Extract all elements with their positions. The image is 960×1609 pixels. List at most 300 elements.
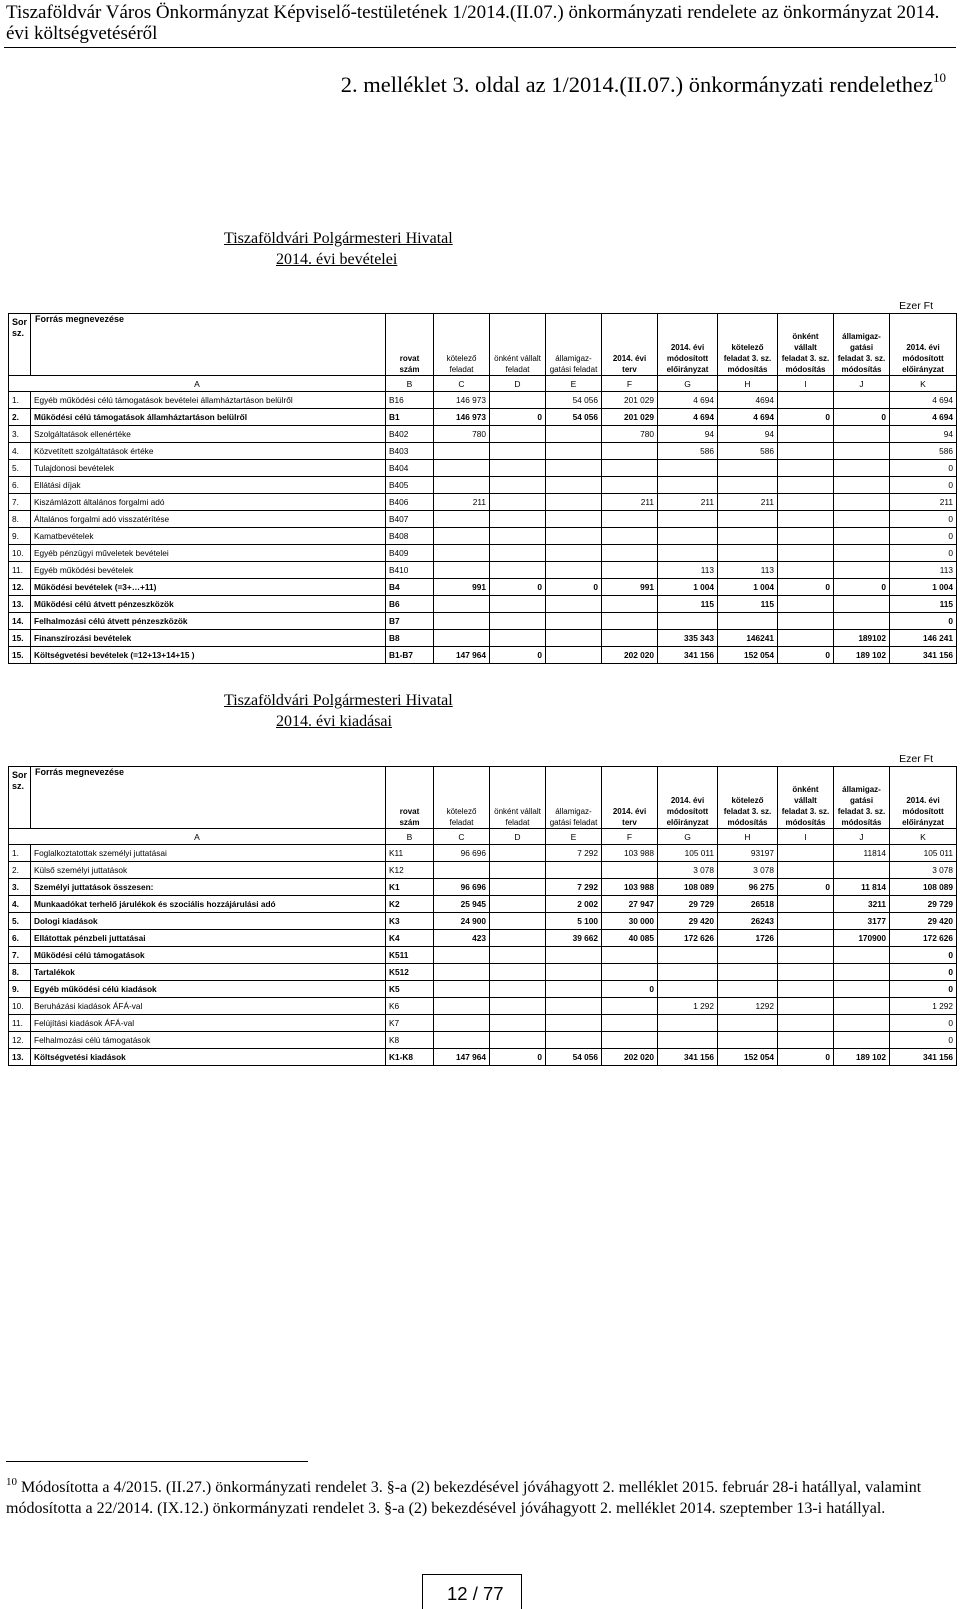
cell-d: 0 — [490, 409, 546, 426]
cell-f — [602, 964, 658, 981]
cell-g — [658, 964, 718, 981]
cell-i: 0 — [778, 409, 834, 426]
cell-g — [658, 460, 718, 477]
row-rovat: K1 — [386, 879, 434, 896]
cell-i — [778, 443, 834, 460]
table-row — [9, 443, 957, 460]
cell-c — [434, 443, 490, 460]
cell-d — [490, 545, 546, 562]
header-j: államigaz- gatási feladat 3. sz. módosítás — [834, 314, 890, 376]
cell-g: 335 343 — [658, 630, 718, 647]
cell-k: 29 729 — [890, 896, 957, 913]
cell-k: 586 — [890, 443, 957, 460]
cell-g — [658, 613, 718, 630]
cell-i: 0 — [778, 879, 834, 896]
cell-c — [434, 964, 490, 981]
expenditure-table — [8, 766, 957, 1066]
cell-k: 341 156 — [890, 1049, 957, 1066]
cell-c — [434, 998, 490, 1015]
header-f: 2014. évi terv — [602, 314, 658, 376]
cell-h — [718, 511, 778, 528]
table-row — [9, 426, 957, 443]
column-letter: K — [890, 376, 957, 392]
cell-e — [546, 528, 602, 545]
row-rovat: K12 — [386, 862, 434, 879]
cell-j — [834, 392, 890, 409]
column-letter: E — [546, 376, 602, 392]
cell-h — [718, 1015, 778, 1032]
cell-k: 0 — [890, 460, 957, 477]
row-rovat: B410 — [386, 562, 434, 579]
row-name: Felhalmozási célú átvett pénzeszközök — [31, 613, 386, 630]
header-sor: Sor sz. — [9, 314, 31, 376]
row-name: Költségvetési kiadások — [31, 1049, 386, 1066]
cell-e — [546, 613, 602, 630]
cell-k: 1 004 — [890, 579, 957, 596]
footnote-ref: 10 — [6, 1476, 17, 1488]
cell-g: 211 — [658, 494, 718, 511]
cell-h: 26243 — [718, 913, 778, 930]
row-rovat: B409 — [386, 545, 434, 562]
row-name: Működési célú támogatások államháztartáson belülről — [31, 409, 386, 426]
cell-j — [834, 596, 890, 613]
cell-c: 147 964 — [434, 647, 490, 664]
row-number: 13. — [9, 1049, 31, 1066]
row-name: Egyéb működési célú támogatások bevételei államháztartáson belülről — [31, 392, 386, 409]
cell-e — [546, 426, 602, 443]
cell-i — [778, 460, 834, 477]
cell-g — [658, 981, 718, 998]
cell-f: 201 029 — [602, 392, 658, 409]
cell-f: 27 947 — [602, 896, 658, 913]
cell-h: 4694 — [718, 392, 778, 409]
cell-g: 341 156 — [658, 647, 718, 664]
column-letters-row — [9, 829, 957, 845]
cell-h: 93197 — [718, 845, 778, 862]
cell-f — [602, 613, 658, 630]
cell-j — [834, 562, 890, 579]
cell-g: 4 694 — [658, 392, 718, 409]
header-rovat: rovat szám — [386, 314, 434, 376]
row-name: Kiszámlázott általános forgalmi adó — [31, 494, 386, 511]
cell-f: 0 — [602, 981, 658, 998]
cell-k: 0 — [890, 1015, 957, 1032]
header-rovat: rovat szám — [386, 767, 434, 829]
row-number: 11. — [9, 1015, 31, 1032]
column-letter: C — [434, 376, 490, 392]
cell-i — [778, 562, 834, 579]
cell-i — [778, 862, 834, 879]
column-letter: F — [602, 829, 658, 845]
cell-j: 11 814 — [834, 879, 890, 896]
table-row — [9, 1015, 957, 1032]
cell-i: 0 — [778, 579, 834, 596]
header-g: 2014. évi módosított előirányzat — [658, 767, 718, 829]
cell-h — [718, 477, 778, 494]
cell-f: 211 — [602, 494, 658, 511]
row-number: 10. — [9, 545, 31, 562]
row-name: Általános forgalmi adó visszatérítése — [31, 511, 386, 528]
cell-k: 0 — [890, 947, 957, 964]
cell-k: 0 — [890, 477, 957, 494]
row-rovat: B408 — [386, 528, 434, 545]
cell-c — [434, 545, 490, 562]
cell-d — [490, 981, 546, 998]
cell-d — [490, 477, 546, 494]
page-number: 12 / 77 — [447, 1583, 504, 1604]
expenditure-title-line1: Tiszaföldvári Polgármesteri Hivatal — [224, 692, 453, 709]
header-source: Forrás megnevezése — [31, 314, 386, 376]
cell-j: 189 102 — [834, 647, 890, 664]
cell-e: 54 056 — [546, 392, 602, 409]
cell-e — [546, 862, 602, 879]
row-rovat: K4 — [386, 930, 434, 947]
cell-j — [834, 964, 890, 981]
row-name: Működési célú támogatások — [31, 947, 386, 964]
cell-i — [778, 528, 834, 545]
cell-e: 54 056 — [546, 409, 602, 426]
cell-i: 0 — [778, 647, 834, 664]
cell-e: 54 056 — [546, 1049, 602, 1066]
table-row — [9, 862, 957, 879]
header-e: államigaz- gatási feladat — [546, 767, 602, 829]
row-number: 6. — [9, 930, 31, 947]
table-row — [9, 613, 957, 630]
header-row — [9, 767, 957, 829]
row-rovat: B1 — [386, 409, 434, 426]
expenditure-unit: Ezer Ft — [899, 753, 933, 765]
cell-e — [546, 1015, 602, 1032]
table-row — [9, 879, 957, 896]
row-name: Egyéb működési bevételek — [31, 562, 386, 579]
row-rovat: K512 — [386, 964, 434, 981]
header-i: önként vállalt feladat 3. sz. módosítás — [778, 314, 834, 376]
cell-e — [546, 494, 602, 511]
column-letter: K — [890, 829, 957, 845]
cell-j: 189102 — [834, 630, 890, 647]
table-row — [9, 630, 957, 647]
cell-f — [602, 947, 658, 964]
cell-i — [778, 896, 834, 913]
row-rovat: B1-B7 — [386, 647, 434, 664]
cell-g: 94 — [658, 426, 718, 443]
cell-c: 211 — [434, 494, 490, 511]
cell-g: 341 156 — [658, 1049, 718, 1066]
cell-d — [490, 964, 546, 981]
cell-i — [778, 930, 834, 947]
cell-i — [778, 998, 834, 1015]
cell-e — [546, 545, 602, 562]
cell-i — [778, 392, 834, 409]
letter-spacer: A — [9, 376, 386, 392]
footnote — [6, 1472, 951, 1519]
cell-d — [490, 528, 546, 545]
cell-h: 146241 — [718, 630, 778, 647]
cell-h: 1726 — [718, 930, 778, 947]
table-row — [9, 511, 957, 528]
row-number: 3. — [9, 426, 31, 443]
cell-f: 40 085 — [602, 930, 658, 947]
table-row — [9, 477, 957, 494]
cell-d — [490, 1032, 546, 1049]
header-h: kötelező feladat 3. sz. módosítás — [718, 314, 778, 376]
row-name: Dologi kiadások — [31, 913, 386, 930]
row-rovat: B7 — [386, 613, 434, 630]
cell-e — [546, 596, 602, 613]
header-c: kötelező feladat — [434, 314, 490, 376]
cell-h: 96 275 — [718, 879, 778, 896]
cell-k: 3 078 — [890, 862, 957, 879]
row-rovat: B4 — [386, 579, 434, 596]
cell-f — [602, 998, 658, 1015]
header-c: kötelező feladat — [434, 767, 490, 829]
cell-i — [778, 613, 834, 630]
cell-f — [602, 528, 658, 545]
cell-k: 0 — [890, 511, 957, 528]
cell-g — [658, 1015, 718, 1032]
header-j: államigaz- gatási feladat 3. sz. módosítás — [834, 767, 890, 829]
cell-i — [778, 596, 834, 613]
cell-j — [834, 528, 890, 545]
cell-k: 211 — [890, 494, 957, 511]
cell-f: 991 — [602, 579, 658, 596]
cell-h: 1 004 — [718, 579, 778, 596]
cell-j — [834, 460, 890, 477]
cell-h: 94 — [718, 426, 778, 443]
letter-spacer: A — [9, 829, 386, 845]
table-row — [9, 1032, 957, 1049]
cell-c — [434, 613, 490, 630]
cell-d — [490, 947, 546, 964]
cell-g: 29 729 — [658, 896, 718, 913]
cell-k: 0 — [890, 528, 957, 545]
row-rovat: K6 — [386, 998, 434, 1015]
row-name: Ellátási díjak — [31, 477, 386, 494]
cell-h — [718, 981, 778, 998]
row-name: Működési célú átvett pénzeszközök — [31, 596, 386, 613]
cell-c — [434, 477, 490, 494]
cell-c: 147 964 — [434, 1049, 490, 1066]
row-number: 4. — [9, 443, 31, 460]
row-number: 5. — [9, 913, 31, 930]
row-name: Külső személyi juttatások — [31, 862, 386, 879]
row-number: 9. — [9, 981, 31, 998]
row-name: Tartalékok — [31, 964, 386, 981]
cell-j — [834, 545, 890, 562]
row-name: Szolgáltatások ellenértéke — [31, 426, 386, 443]
revenue-title-line1: Tiszaföldvári Polgármesteri Hivatal — [224, 230, 453, 247]
cell-d — [490, 1015, 546, 1032]
cell-k: 0 — [890, 613, 957, 630]
cell-k: 105 011 — [890, 845, 957, 862]
row-number: 14. — [9, 613, 31, 630]
cell-h — [718, 947, 778, 964]
cell-e — [546, 981, 602, 998]
row-number: 8. — [9, 964, 31, 981]
row-rovat: K2 — [386, 896, 434, 913]
row-number: 5. — [9, 460, 31, 477]
cell-g: 115 — [658, 596, 718, 613]
table-row — [9, 930, 957, 947]
column-letter: B — [386, 829, 434, 845]
table-row — [9, 998, 957, 1015]
cell-d: 0 — [490, 1049, 546, 1066]
cell-h — [718, 613, 778, 630]
row-name: Foglalkoztatottak személyi juttatásai — [31, 845, 386, 862]
table-row — [9, 947, 957, 964]
cell-d — [490, 443, 546, 460]
cell-j: 0 — [834, 409, 890, 426]
column-letters-row — [9, 376, 957, 392]
column-letter: J — [834, 829, 890, 845]
cell-f — [602, 1032, 658, 1049]
header-d: önként vállalt feladat — [490, 314, 546, 376]
cell-g: 1 004 — [658, 579, 718, 596]
column-letter: I — [778, 829, 834, 845]
cell-i — [778, 545, 834, 562]
row-number: 7. — [9, 494, 31, 511]
cell-c — [434, 460, 490, 477]
table-row — [9, 913, 957, 930]
row-name: Kamatbevételek — [31, 528, 386, 545]
annex-footnote-ref: 10 — [933, 70, 946, 85]
cell-c — [434, 947, 490, 964]
row-rovat: K511 — [386, 947, 434, 964]
table-row — [9, 896, 957, 913]
row-rovat: K8 — [386, 1032, 434, 1049]
cell-j — [834, 1032, 890, 1049]
cell-d — [490, 845, 546, 862]
cell-g: 3 078 — [658, 862, 718, 879]
row-number: 1. — [9, 845, 31, 862]
table-row — [9, 545, 957, 562]
row-rovat: K5 — [386, 981, 434, 998]
cell-g: 1 292 — [658, 998, 718, 1015]
header-g: 2014. évi módosított előirányzat — [658, 314, 718, 376]
row-rovat: K7 — [386, 1015, 434, 1032]
header-source: Forrás megnevezése — [31, 767, 386, 829]
header-f: 2014. évi terv — [602, 767, 658, 829]
row-rovat: K1-K8 — [386, 1049, 434, 1066]
cell-g: 172 626 — [658, 930, 718, 947]
cell-i — [778, 1015, 834, 1032]
cell-i — [778, 913, 834, 930]
cell-c — [434, 1015, 490, 1032]
cell-e — [546, 630, 602, 647]
row-number: 2. — [9, 862, 31, 879]
table-row — [9, 562, 957, 579]
cell-e: 39 662 — [546, 930, 602, 947]
header-divider — [4, 47, 956, 48]
cell-h: 586 — [718, 443, 778, 460]
cell-d: 0 — [490, 579, 546, 596]
cell-e — [546, 1032, 602, 1049]
cell-d — [490, 879, 546, 896]
cell-d — [490, 862, 546, 879]
table-row — [9, 647, 957, 664]
cell-d — [490, 392, 546, 409]
cell-k: 0 — [890, 964, 957, 981]
cell-e — [546, 562, 602, 579]
table-row — [9, 845, 957, 862]
row-name: Költségvetési bevételek (=12+13+14+15 ) — [31, 647, 386, 664]
cell-c — [434, 1032, 490, 1049]
cell-i — [778, 964, 834, 981]
cell-f: 201 029 — [602, 409, 658, 426]
row-name: Munkaadókat terhelő járulékok és szociális hozzájárulási adó — [31, 896, 386, 913]
row-rovat: K3 — [386, 913, 434, 930]
row-name: Finanszírozási bevételek — [31, 630, 386, 647]
row-number: 12. — [9, 579, 31, 596]
table-row — [9, 460, 957, 477]
row-number: 3. — [9, 879, 31, 896]
cell-g — [658, 545, 718, 562]
column-letter: F — [602, 376, 658, 392]
table-row — [9, 981, 957, 998]
row-rovat: B402 — [386, 426, 434, 443]
cell-i: 0 — [778, 1049, 834, 1066]
row-name: Közvetített szolgáltatások értéke — [31, 443, 386, 460]
cell-k: 0 — [890, 1032, 957, 1049]
cell-j — [834, 511, 890, 528]
row-rovat: B403 — [386, 443, 434, 460]
cell-e: 5 100 — [546, 913, 602, 930]
cell-g: 586 — [658, 443, 718, 460]
cell-h — [718, 964, 778, 981]
cell-h: 3 078 — [718, 862, 778, 879]
footnote-text: Módosította a 4/2015. (II.27.) önkormányzati rendelet 3. §-a (2) bekezdésével jóváhagyott 2. melléklet 2015. február 28-i hatállyal, valamint módosította a 22/2014. (IX.12.) önkormányzati rendelet 3. §-a (2) bekezdésével jóváhagyott 2. melléklet 2014. szeptember 13-i hatállyal. — [6, 1479, 922, 1517]
cell-d — [490, 511, 546, 528]
cell-i — [778, 981, 834, 998]
revenue-title-line2: 2014. évi bevételei — [276, 251, 398, 268]
cell-k: 0 — [890, 981, 957, 998]
cell-c: 991 — [434, 579, 490, 596]
cell-h — [718, 460, 778, 477]
cell-g: 105 011 — [658, 845, 718, 862]
cell-e — [546, 964, 602, 981]
cell-h: 1292 — [718, 998, 778, 1015]
row-number: 2. — [9, 409, 31, 426]
cell-f — [602, 443, 658, 460]
cell-e: 7 292 — [546, 879, 602, 896]
cell-h: 26518 — [718, 896, 778, 913]
cell-h — [718, 1032, 778, 1049]
cell-j: 170900 — [834, 930, 890, 947]
cell-k: 29 420 — [890, 913, 957, 930]
cell-c — [434, 596, 490, 613]
cell-e — [546, 443, 602, 460]
cell-f: 202 020 — [602, 1049, 658, 1066]
cell-g: 113 — [658, 562, 718, 579]
cell-e: 7 292 — [546, 845, 602, 862]
cell-k: 115 — [890, 596, 957, 613]
cell-c: 96 696 — [434, 879, 490, 896]
cell-c — [434, 862, 490, 879]
cell-f — [602, 862, 658, 879]
cell-d — [490, 460, 546, 477]
cell-f: 103 988 — [602, 845, 658, 862]
cell-i — [778, 947, 834, 964]
column-letter: J — [834, 376, 890, 392]
row-rovat: B405 — [386, 477, 434, 494]
cell-e: 0 — [546, 579, 602, 596]
cell-d — [490, 896, 546, 913]
cell-c — [434, 511, 490, 528]
column-letter: H — [718, 829, 778, 845]
cell-j — [834, 981, 890, 998]
header-e: államigaz- gatási feladat — [546, 314, 602, 376]
column-letter: G — [658, 829, 718, 845]
